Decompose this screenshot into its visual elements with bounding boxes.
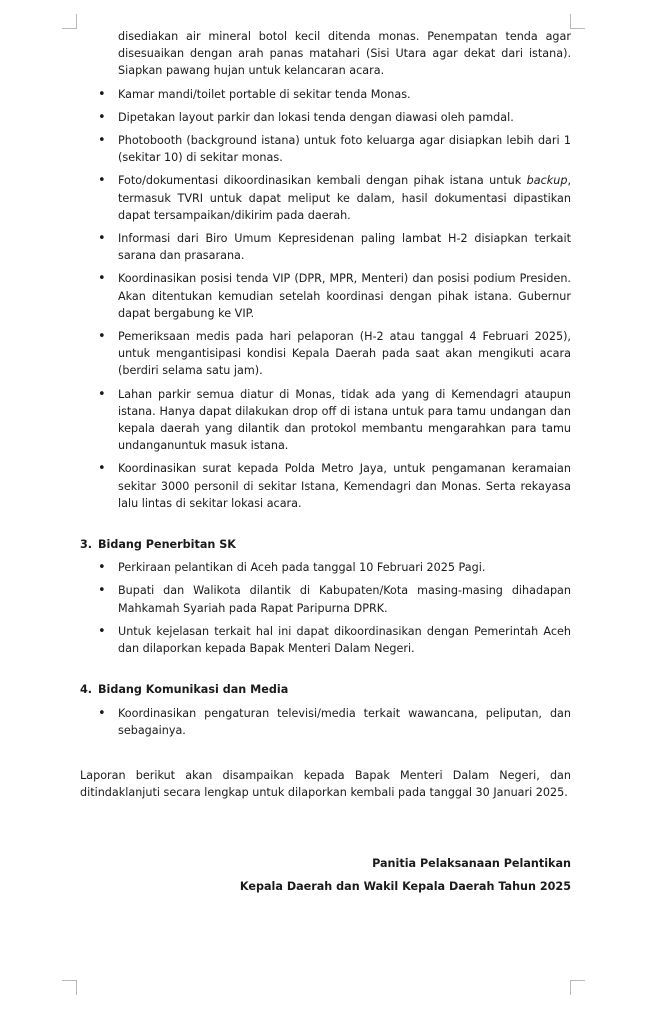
- bullet-item-documentation: [80, 172, 571, 224]
- section-title: Bidang Penerbitan SK: [98, 538, 236, 552]
- bullet-item-police: • Koordinasikan surat kepada Polda Metro Jaya, untuk pengamanan keramaian sekitar 3000 personil di sekitar Istana, Kemendagri dan Monas. Serta rekayasa lalu lintas di sekitar lokasi acara.: [80, 460, 571, 512]
- bullet-item-coordination: • Untuk kejelasan terkait hal ini dapat dikoordinasikan dengan Pemerintah Aceh dan dilaporkan kepada Bapak Menteri Dalam Negeri.: [80, 623, 571, 657]
- crop-mark-top-right: [570, 14, 585, 29]
- closing-paragraph: Laporan berikut akan disampaikan kepada Bapak Menteri Dalam Negeri, dan ditindaklanjuti secara lengkap untuk dilaporkan kembali pada tanggal 30 Januari 2025.: [80, 768, 571, 800]
- doc-text-italic: backup: [526, 174, 568, 188]
- bullet-item-parking-layout: • Dipetakan layout parkir dan lokasi tenda dengan diawasi oleh pamdal.: [80, 109, 571, 126]
- bullet-item-biro-umum: • Informasi dari Biro Umum Kepresidenan paling lambat H-2 disiapkan terkait sarana dan prasarana.: [80, 230, 571, 264]
- document-body: [80, 28, 571, 895]
- signature-line-2: Kepala Daerah dan Wakil Kepala Daerah Tahun 2025: [239, 879, 571, 893]
- bullet-list-media: [80, 705, 571, 739]
- bullet-item-parking-monas: • Lahan parkir semua diatur di Monas, tidak ada yang di Kemendagri ataupun istana. Hanya dapat dilakukan drop off di istana untuk para tamu undangan dan kepala daerah yang dilantik dan protokol membantu mengarahkan para tamu undanganuntuk masuk istana.: [80, 386, 571, 455]
- section-komunikasi-media: [80, 681, 571, 739]
- continued-paragraph: disediakan air mineral botol kecil ditenda monas. Penempatan tenda agar disesuaikan dengan arah panas matahari (Sisi Utara agar dekat dari istana). Siapkan pawang hujan untuk kelancaran acara.: [118, 30, 571, 78]
- crop-mark-bottom-right: [570, 980, 585, 995]
- bullet-list-preparation: [80, 86, 571, 512]
- bullet-item-media: • Koordinasikan pengaturan televisi/media terkait wawancana, peliputan, dan sebagainya.: [80, 705, 571, 739]
- section-heading: [80, 536, 571, 553]
- bullet-item-vip-tent: • Koordinasikan posisi tenda VIP (DPR, MPR, Menteri) dan posisi podium Presiden. Akan ditentukan kemudian setelah koordinasi dengan pihak istana. Gubernur dapat bergabung ke VIP.: [80, 270, 571, 322]
- bullet-item-medical: • Pemeriksaan medis pada hari pelaporan (H-2 atau tanggal 4 Februari 2025), untuk mengantisipasi kondisi Kepala Daerah pada saat akan mengikuti acara (berdiri selama satu jam).: [80, 328, 571, 380]
- section-heading: [80, 681, 571, 698]
- doc-text-after: , termasuk TVRI untuk dapat meliput ke dalam, hasil dokumentasi dipastikan dapat tersampaikan/dikirim pada daerah.: [118, 174, 571, 222]
- bullet-item-aceh-date: • Perkiraan pelantikan di Aceh pada tanggal 10 Februari 2025 Pagi.: [80, 559, 571, 576]
- signature-line-1: Panitia Pelaksanaan Pelantikan: [372, 857, 571, 871]
- crop-mark-top-left: [62, 14, 77, 29]
- section-title: Bidang Komunikasi dan Media: [98, 683, 289, 697]
- doc-text-before: Foto/dokumentasi dikoordinasikan kembali dengan pihak istana untuk: [118, 174, 527, 188]
- crop-mark-bottom-left: [62, 980, 77, 995]
- bullet-item-photobooth: • Photobooth (background istana) untuk foto keluarga agar disiapkan lebih dari 1 (sekitar 10) di sekitar monas.: [80, 132, 571, 166]
- bullet-item-bupati: • Bupati dan Walikota dilantik di Kabupaten/Kota masing-masing dihadapan Mahkamah Syariah pada Rapat Paripurna DPRK.: [80, 582, 571, 616]
- section-penerbitan-sk: [80, 536, 571, 657]
- section-number: 3.: [80, 538, 93, 552]
- bullet-item-toilet: • Kamar mandi/toilet portable di sekitar tenda Monas.: [80, 86, 571, 103]
- signature-block: [80, 855, 571, 894]
- section-number: 4.: [80, 683, 93, 697]
- bullet-list-sk: [80, 559, 571, 657]
